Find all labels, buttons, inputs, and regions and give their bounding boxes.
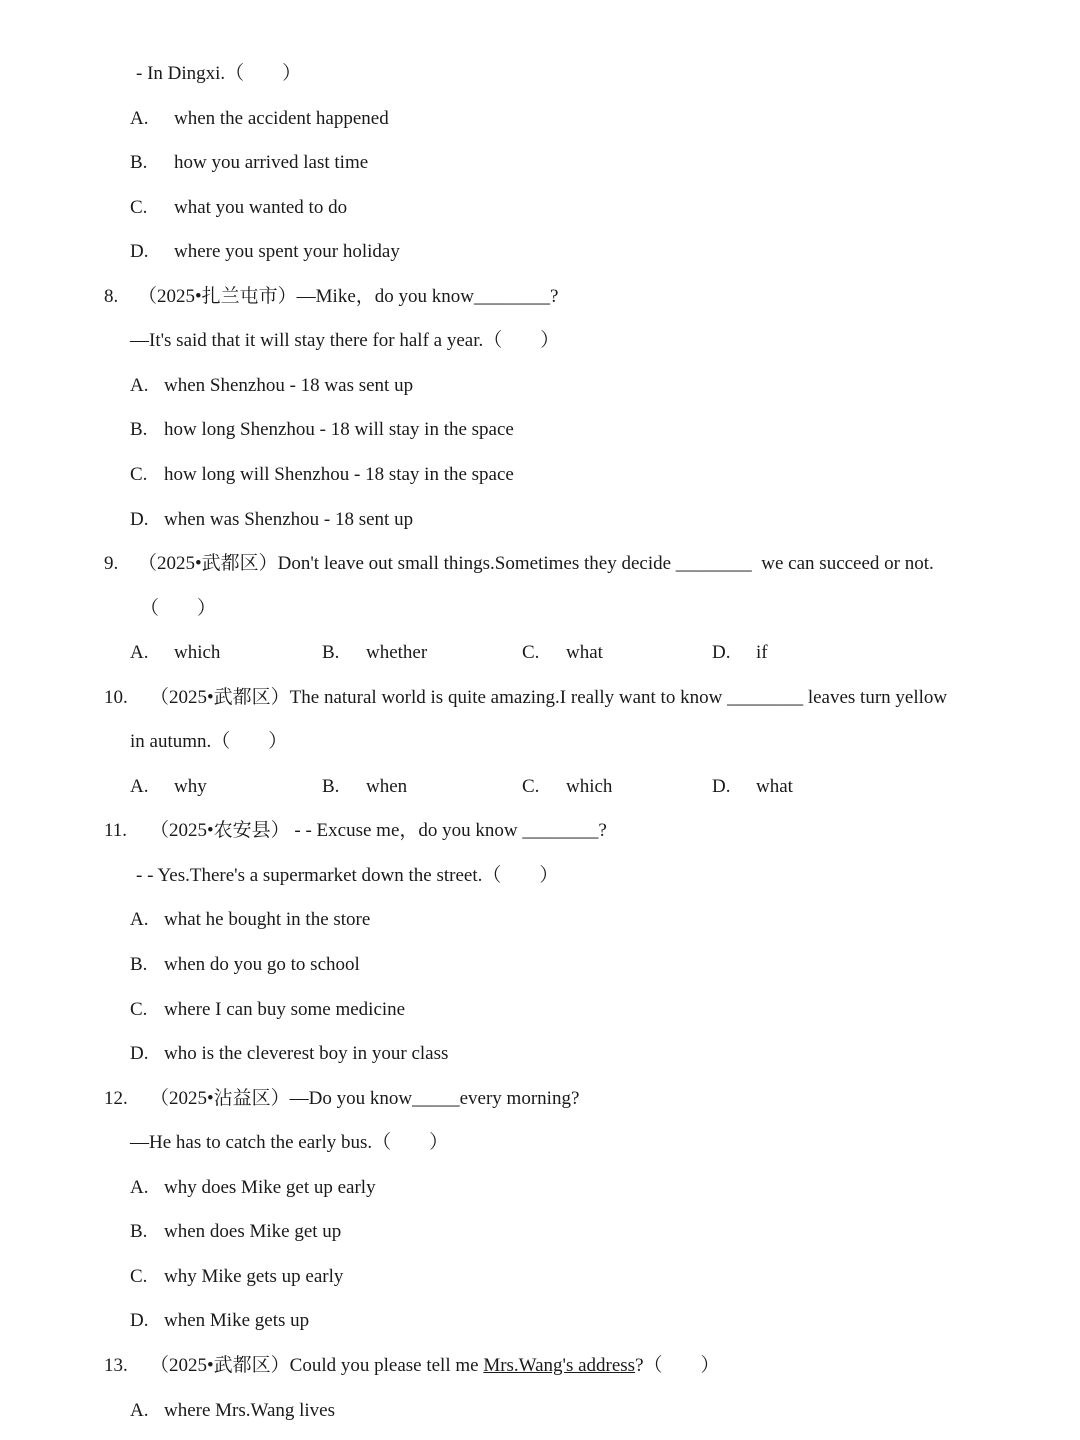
- option-letter: B.: [130, 954, 148, 975]
- option-text: where you spent your holiday: [174, 241, 400, 263]
- line-text: [140, 587, 216, 631]
- line-text: [136, 854, 558, 898]
- option-letter: D.: [130, 508, 149, 530]
- text-segment: we can succeed or not.: [751, 553, 934, 575]
- option-letter: A.: [130, 775, 149, 797]
- question-number: 12.: [104, 1087, 128, 1109]
- option-letter: A.: [130, 374, 149, 396]
- line-text: [150, 1344, 720, 1388]
- option-text: who is the cleverest boy in your class: [164, 1043, 449, 1065]
- answer-option: [130, 453, 514, 497]
- line-text: [150, 676, 947, 720]
- option-text: how you arrived last time: [174, 152, 369, 174]
- option-text: why does Mike get up early: [164, 1176, 376, 1198]
- text-segment: （2025•农安县） - - Excuse me，do you know: [150, 820, 523, 842]
- option-text: when Shenzhou - 18 was sent up: [164, 374, 414, 396]
- answer-option: [130, 898, 370, 942]
- answer-blank: ________: [675, 553, 752, 575]
- option-text: what: [756, 775, 793, 797]
- line-text: [130, 1121, 448, 1165]
- text-segment: every morning?: [459, 1087, 580, 1109]
- option-letter: B.: [130, 152, 148, 174]
- answer-option: [130, 1166, 376, 1210]
- answer-option: [130, 97, 389, 141]
- option-text: what you wanted to do: [174, 196, 348, 218]
- option-text: when does Mike get up: [164, 1221, 342, 1243]
- question-number: 10.: [104, 686, 128, 708]
- option-letter: A.: [130, 1399, 149, 1421]
- text-segment: （ ）: [140, 597, 217, 619]
- option-text: what: [566, 642, 603, 664]
- option-letter: C.: [130, 998, 148, 1020]
- answer-blank: ________: [473, 285, 550, 307]
- answer-option: [712, 631, 768, 675]
- text-segment: （2025•武都区）Could you please tell me: [150, 1354, 484, 1376]
- answer-option: [130, 364, 413, 408]
- option-text: if: [756, 642, 768, 664]
- text-segment: ?: [549, 285, 559, 307]
- line-text: [130, 319, 559, 363]
- question-number: 11.: [104, 820, 128, 842]
- option-text: why: [174, 775, 207, 797]
- line-text: [138, 275, 558, 319]
- option-letter: D.: [130, 1043, 149, 1065]
- answer-option: [130, 988, 405, 1032]
- option-letter: C.: [522, 642, 540, 664]
- text-segment: ?（ ）: [635, 1354, 720, 1376]
- text-segment: —He has to catch the early bus.（ ）: [130, 1132, 449, 1154]
- option-letter: D.: [130, 1310, 149, 1332]
- option-letter: B.: [130, 419, 148, 441]
- question-number: 9.: [104, 553, 119, 575]
- option-letter: D.: [712, 642, 731, 664]
- question-number: 13.: [104, 1354, 128, 1376]
- answer-option: [522, 631, 603, 675]
- option-letter: C.: [522, 775, 540, 797]
- line-text: [138, 542, 934, 586]
- line-text: [150, 809, 607, 853]
- answer-option: [322, 631, 427, 675]
- option-text: where I can buy some medicine: [164, 998, 406, 1020]
- answer-option: [130, 230, 400, 274]
- answer-blank: ________: [522, 820, 599, 842]
- answer-option: [130, 1389, 335, 1433]
- answer-blank: _____: [412, 1087, 460, 1109]
- option-text: which: [566, 775, 613, 797]
- text-segment: （2025•武都区）The natural world is quite amazing.I really want to know: [150, 686, 728, 708]
- option-letter: C.: [130, 196, 148, 218]
- option-letter: A.: [130, 1176, 149, 1198]
- line-text: [130, 720, 287, 764]
- text-segment: （2025•扎兰屯市）—Mike，do you know: [138, 285, 474, 307]
- question-number: 8.: [104, 285, 119, 307]
- answer-option: [522, 765, 612, 809]
- answer-option: [130, 943, 360, 987]
- answer-option: [130, 1255, 343, 1299]
- option-letter: A.: [130, 107, 149, 129]
- option-text: what he bought in the store: [164, 909, 371, 931]
- option-text: how long will Shenzhou - 18 stay in the space: [164, 463, 514, 485]
- option-text: which: [174, 642, 221, 664]
- answer-option: [130, 186, 347, 230]
- answer-blank: ________: [727, 686, 804, 708]
- answer-option: [322, 765, 407, 809]
- option-letter: D.: [712, 775, 731, 797]
- text-segment: （2025•武都区）Don't leave out small things.Sometimes they decide: [138, 553, 676, 575]
- option-letter: A.: [130, 909, 149, 931]
- option-text: when do you go to school: [164, 954, 360, 975]
- option-text: how long Shenzhou - 18 will stay in the space: [164, 419, 514, 441]
- answer-option: [712, 765, 793, 809]
- answer-option: [130, 1210, 341, 1254]
- option-text: when was Shenzhou - 18 sent up: [164, 508, 414, 530]
- answer-option: [130, 1032, 448, 1076]
- underlined-phrase: Mrs.Wang's address: [483, 1354, 636, 1376]
- text-segment: in autumn.（ ）: [130, 731, 288, 753]
- option-text: when the accident happened: [174, 107, 389, 129]
- line-text: [150, 1077, 579, 1121]
- answer-option: [130, 498, 413, 542]
- text-segment: leaves turn yellow: [803, 686, 948, 708]
- answer-option: [130, 141, 368, 185]
- option-letter: B.: [322, 642, 340, 664]
- answer-option: [130, 408, 514, 452]
- option-letter: C.: [130, 1265, 148, 1287]
- line-text: [136, 52, 301, 96]
- option-letter: D.: [130, 241, 149, 263]
- option-letter: C.: [130, 463, 148, 485]
- text-segment: - - Yes.There's a supermarket down the street.（ ）: [136, 864, 559, 886]
- text-segment: ?: [598, 820, 607, 842]
- option-text: why Mike gets up early: [164, 1265, 344, 1287]
- option-letter: B.: [322, 775, 340, 797]
- text-segment: —It's said that it will stay there for half a year.（ ）: [130, 330, 560, 352]
- answer-option: [130, 631, 220, 675]
- option-text: where Mrs.Wang lives: [164, 1399, 336, 1421]
- answer-option: [130, 765, 207, 809]
- option-text: when Mike gets up: [164, 1310, 310, 1332]
- option-letter: A.: [130, 642, 149, 664]
- option-text: when: [366, 775, 408, 797]
- text-segment: - In Dingxi.（ ）: [136, 63, 302, 84]
- answer-option: [130, 1299, 309, 1343]
- text-segment: （2025•沾益区）—Do you know: [150, 1087, 413, 1109]
- option-letter: B.: [130, 1221, 148, 1243]
- option-text: whether: [366, 642, 428, 664]
